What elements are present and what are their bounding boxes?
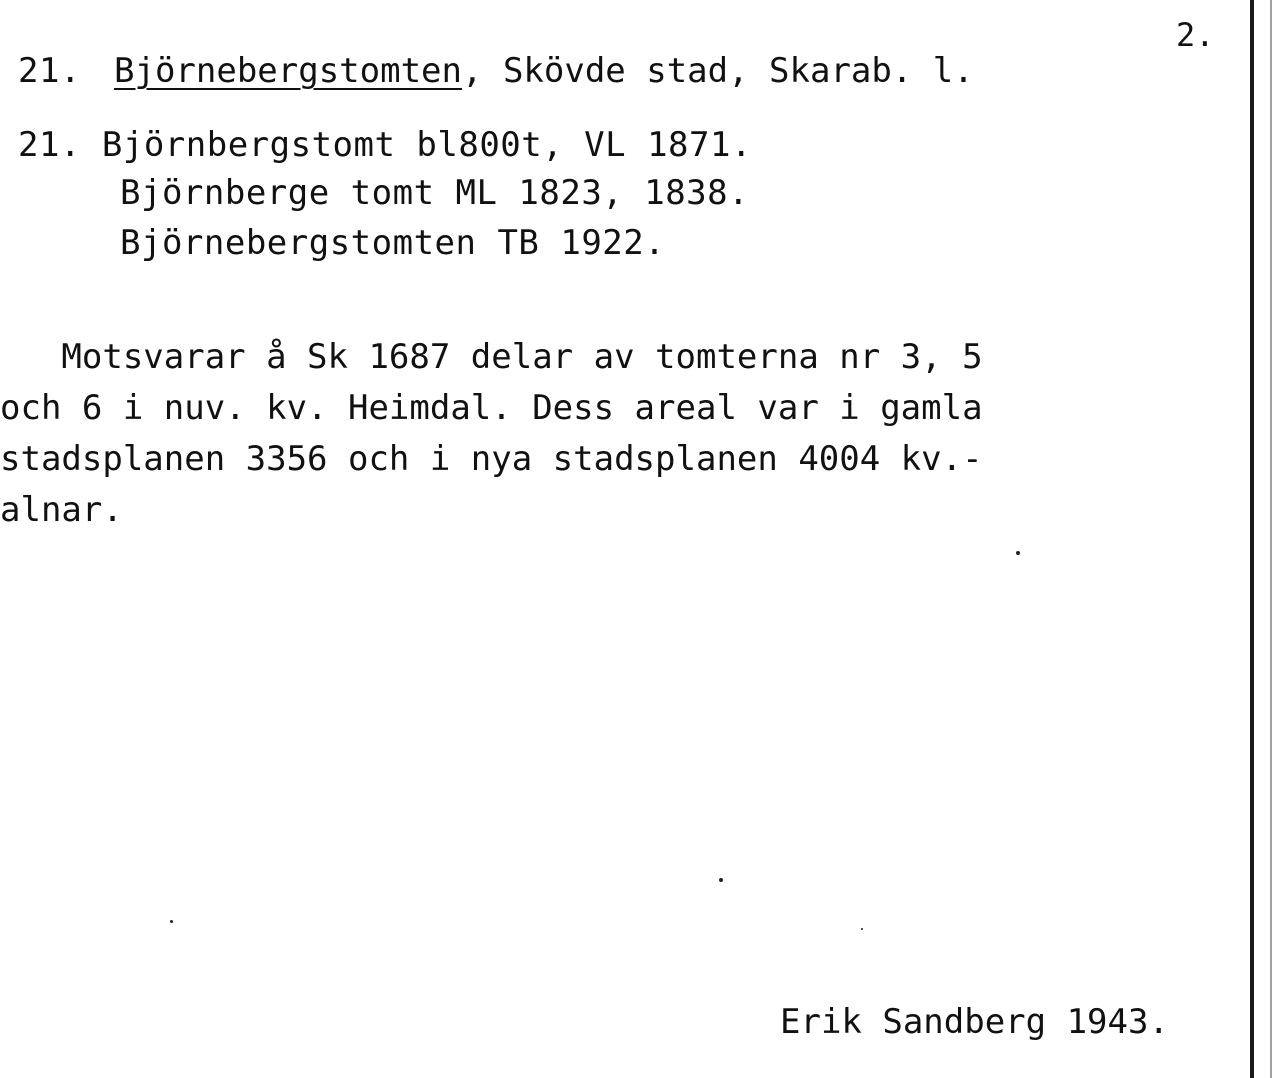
paragraph-line: alnar. <box>0 490 123 530</box>
ink-speck <box>719 878 723 882</box>
historical-form-line: Björnebergstomten TB 1922. <box>120 223 666 263</box>
heading-location: , Skövde stad, Skarab. l. <box>462 51 974 91</box>
author-signature: Erik Sandberg 1943. <box>780 1002 1169 1042</box>
ink-speck <box>1016 551 1020 555</box>
historical-form-line: Björnberge tomt ML 1823, 1838. <box>120 173 750 213</box>
paragraph-line: Motsvarar å Sk 1687 delar av tomterna nr 3, 5 <box>0 337 983 377</box>
ink-speck <box>861 928 863 930</box>
card-edge-line <box>1250 0 1254 1078</box>
heading-number: 21. <box>18 51 81 91</box>
description-paragraph <box>0 332 1190 536</box>
paragraph-line: och 6 i nuv. kv. Heimdal. Dess areal var i gamla <box>0 388 983 428</box>
heading <box>114 51 974 91</box>
heading-place-name: Björnebergstomten <box>114 51 462 91</box>
card-edge-shadow <box>1270 0 1272 1078</box>
paragraph-line: stadsplanen 3356 och i nya stadsplanen 4004 kv.- <box>0 439 983 479</box>
historical-form-line: 21. Björnbergstomt bl800t, VL 1871. <box>18 125 752 165</box>
ink-speck <box>170 920 173 923</box>
page-number: 2. <box>1176 16 1215 54</box>
